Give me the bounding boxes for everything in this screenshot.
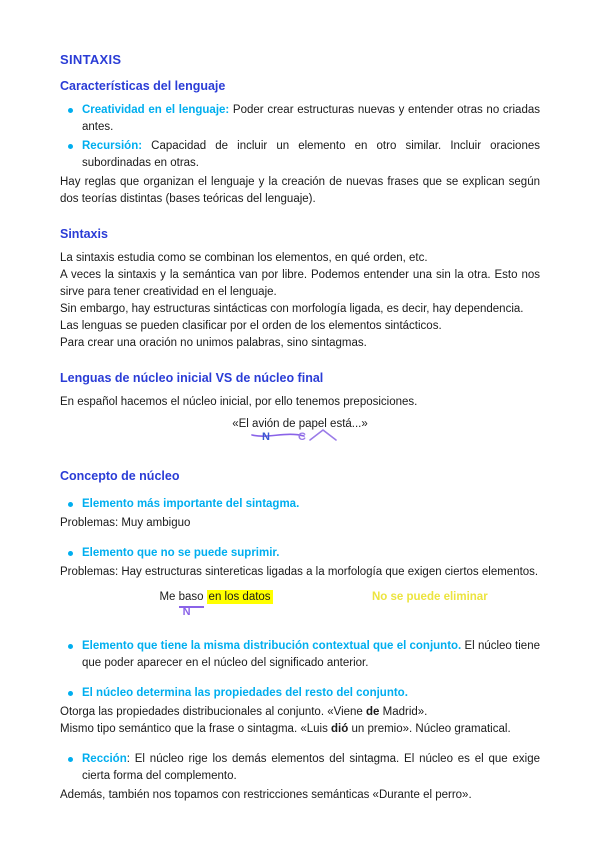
bullet-text bbox=[82, 545, 540, 562]
bullet-text bbox=[82, 102, 540, 136]
paragraph: Las lenguas se pueden clasificar por el orden de los elementos sintácticos. bbox=[60, 320, 442, 332]
bullet-rest: Poder crear estructuras nuevas y entender otras no criadas antes. bbox=[82, 104, 540, 133]
handwritten-c-annotation: C bbox=[298, 431, 306, 443]
bullet-item bbox=[60, 638, 540, 672]
bullet-lead: Creatividad en el lenguaje: bbox=[82, 104, 230, 116]
bullet-lead: Elemento que tiene la misma distribución contextual que el conjunto. bbox=[82, 640, 462, 652]
bullet-text bbox=[82, 685, 540, 702]
paragraph: En español hacemos el núcleo inicial, por ello tenemos preposiciones. bbox=[60, 396, 418, 408]
bullet-icon bbox=[68, 502, 73, 507]
bullet-rest: : El núcleo rige los demás elementos del sintagma. El núcleo es el que exige cierta forma del complemento. bbox=[82, 753, 540, 782]
bold-word: de bbox=[366, 706, 380, 718]
bullet-item bbox=[60, 496, 540, 513]
bullet-lead: Recursión: bbox=[82, 140, 143, 152]
bullet-rest: El núcleo tiene que poder aparecer en el núcleo del significado anterior. bbox=[82, 640, 540, 669]
section-heading-sintaxis: Sintaxis bbox=[60, 227, 108, 241]
bullet-icon bbox=[68, 551, 73, 556]
paragraph: A veces la sintaxis y la semántica van por libre. Podemos entender una sin la otra. Esto nos sirve para tener creatividad en el lenguaje. bbox=[60, 269, 540, 298]
example-sentence bbox=[60, 589, 372, 618]
bullet-text bbox=[82, 138, 540, 172]
bullet-lead: El núcleo determina las propiedades del resto del conjunto. bbox=[82, 687, 408, 699]
paragraph: Sin embargo, hay estructuras sintácticas con morfología ligada, es decir, hay dependencia. bbox=[60, 303, 524, 315]
bullet-item bbox=[60, 138, 540, 172]
bullet-lead: Elemento que no se puede suprimir. bbox=[82, 547, 280, 559]
bullet-icon bbox=[68, 144, 73, 149]
bullet-text bbox=[82, 496, 540, 513]
text-run: un premio». Núcleo gramatical. bbox=[348, 723, 511, 735]
page-title: SINTAXIS bbox=[60, 52, 122, 67]
paragraph: Hay reglas que organizan el lenguaje y la creación de nuevas frases que se explican según dos teorías distintas (bases teóricas del lenguaje). bbox=[60, 176, 540, 205]
concepto-bullet-list bbox=[60, 751, 540, 785]
caracteristicas-bullet-list bbox=[60, 102, 540, 172]
underlined-word-text: baso bbox=[178, 591, 204, 603]
bullet-icon bbox=[68, 757, 73, 762]
quote-prefix: «El bbox=[232, 418, 253, 430]
bullet-text bbox=[82, 751, 540, 785]
bullet-item bbox=[60, 751, 540, 785]
handwritten-n-annotation: N bbox=[262, 431, 270, 443]
paragraph: Problemas: Hay estructuras sintereticas ligadas a la morfología que exigen ciertos elementos. bbox=[60, 566, 539, 578]
bullet-rest: Capacidad de incluir un elemento en otro similar. Incluir oraciones subordinadas en otras. bbox=[82, 140, 540, 169]
example-quote-block bbox=[60, 414, 540, 450]
quote-suffix: está...» bbox=[326, 418, 368, 430]
bullet-lead: Elemento más importante del sintagma. bbox=[82, 498, 300, 510]
underlined-word bbox=[178, 589, 204, 618]
example-prefix: Me bbox=[159, 591, 179, 603]
section-heading-caracteristicas: Características del lenguaje bbox=[60, 79, 226, 93]
paragraph: Para crear una oración no unimos palabras, sino sintagmas. bbox=[60, 337, 367, 349]
paragraph: Además, también nos topamos con restricciones semánticas «Durante el perro». bbox=[60, 789, 472, 801]
paragraph bbox=[60, 721, 540, 738]
text-run: Otorga las propiedades distribucionales al conjunto. «Viene bbox=[60, 706, 367, 718]
handwritten-n-annotation: N bbox=[182, 606, 191, 618]
concepto-bullet-list bbox=[60, 545, 540, 562]
bullet-icon bbox=[68, 108, 73, 113]
quote-marked-words: avión de papel bbox=[252, 418, 327, 430]
bullet-item bbox=[60, 545, 540, 562]
section-heading-nucleo-vs: Lenguas de núcleo inicial VS de núcleo final bbox=[60, 371, 324, 385]
paragraph: La sintaxis estudia como se combinan los elementos, en qué orden, etc. bbox=[60, 252, 428, 264]
bullet-icon bbox=[68, 644, 73, 649]
margin-note: No se puede eliminar bbox=[372, 591, 488, 603]
concepto-bullet-list bbox=[60, 496, 540, 513]
text-run: Madrid». bbox=[379, 706, 428, 718]
section-heading-concepto: Concepto de núcleo bbox=[60, 469, 180, 483]
paragraph bbox=[60, 704, 540, 721]
concepto-bullet-list bbox=[60, 685, 540, 702]
concepto-bullet-list bbox=[60, 638, 540, 672]
bold-word: dió bbox=[331, 723, 349, 735]
bullet-item bbox=[60, 102, 540, 136]
highlighted-phrase: en los datos bbox=[208, 591, 271, 603]
bullet-lead: Rección bbox=[82, 753, 127, 765]
bullet-item bbox=[60, 685, 540, 702]
example-row bbox=[60, 589, 540, 625]
paragraph: Problemas: Muy ambiguo bbox=[60, 517, 191, 529]
bullet-text bbox=[82, 638, 540, 672]
bullet-icon bbox=[68, 691, 73, 696]
text-run: Mismo tipo semántico que la frase o sintagma. «Luis bbox=[60, 723, 332, 735]
